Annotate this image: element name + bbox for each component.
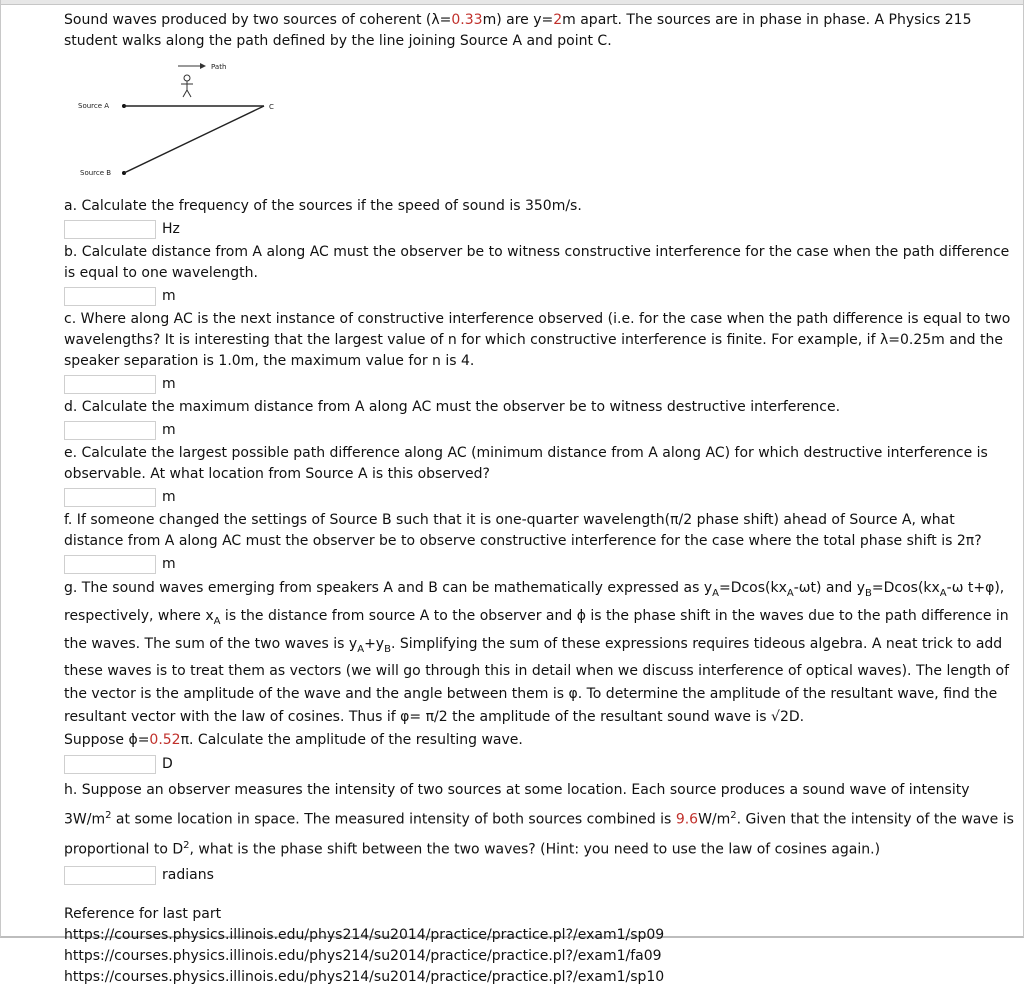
question-f: f. If someone changed the settings of Source B such that it is one-quarter wavelength(π/2 phase shift) ahead of Source A, what distance from A along AC must the observer be to observe constructive interference for the case where the total phase shift is 2π? [64, 512, 982, 549]
question-b: b. Calculate distance from A along AC must the observer be to witness constructive interference for the case when the path difference is equal to one wavelength. [64, 244, 1010, 281]
reference-title: Reference for last part [64, 905, 222, 922]
reference-link[interactable]: https://courses.physics.illinois.edu/phys214/su2014/practice/practice.pl?/exam1/sp09 [64, 926, 665, 943]
answer-row-b [64, 286, 1014, 307]
walker-figure-icon [181, 75, 193, 97]
unit-b: m [162, 288, 176, 304]
question-g: g. The sound waves emerging from speakers A and B can be mathematically expressed as $y_A=Dcos(kx_A-\omega t)$ and $y_B=Dcos(kx_A-\omega$ t+φ), respectively, where $x_A$ is the distance from source A to the observer and ϕ is the phase shift in the waves due to the path difference in the waves. The sum of the two waves is $y_A+y_B$. Simplifying the sum of these expressions requires tideous algebra. A neat trick to add these waves is to treat them as vectors (we will go through this in detail when we discuss interference of optical waves). The length of the vector is the amplitude of the wave and the angle between them is φ. To determine the amplitude of the resultant wave, find the resultant vector with the law of cosines. Thus if φ= π/2 the amplitude of the resultant sound wave is √2D. Suppose ϕ=0.52π. Calculate the amplitude of the resulting wave. [64, 580, 1010, 749]
answer-row-a [64, 219, 1014, 240]
reference-link[interactable]: https://courses.physics.illinois.edu/phys214/su2014/practice/practice.pl?/exam1/fa09 [64, 947, 662, 964]
line-b-to-c [124, 106, 264, 173]
path-arrow-head-icon [200, 63, 206, 69]
answer-row-f [64, 554, 1014, 575]
source-b-label: Source B [80, 169, 112, 177]
unit-e: m [162, 489, 176, 505]
question-a: a. Calculate the frequency of the sources if the speed of sound is 350m/s. [64, 198, 582, 214]
phi-value: 0.52 [149, 732, 181, 749]
intro-paragraph: Sound waves produced by two sources of coherent (λ=0.33m) are y=2m apart. The sources are in phase in phase. A Physics 215 student walks along the path defined by the line joining Source A and point C. [64, 12, 972, 49]
unit-f: m [162, 556, 176, 572]
answer-row-c [64, 374, 1014, 395]
sources-diagram [64, 60, 304, 186]
path-label: Path [211, 63, 227, 71]
answer-row-h [64, 865, 1014, 886]
question-h: h. Suppose an observer measures the intensity of two sources at some location. Each source produces a sound wave of intensity $3W/m^2$ at some location in space. The measured intensity of both sources combined is $9.6W/m^2$. Given that the intensity of the wave is proportional to $D^2$, what is the phase shift between the two waves? (Hint: you need to use the law of cosines again.) [64, 782, 1014, 858]
diagram-svg [64, 60, 304, 186]
answer-input-g[interactable] [64, 755, 156, 774]
answer-input-a[interactable] [64, 220, 156, 239]
unit-d: m [162, 422, 176, 438]
lambda-value: 0.33 [451, 12, 483, 28]
answer-input-c[interactable] [64, 375, 156, 394]
unit-c: m [162, 376, 176, 392]
answer-input-e[interactable] [64, 488, 156, 507]
reference-link[interactable]: https://courses.physics.illinois.edu/phys214/su2014/practice/practice.pl?/exam1/sp10 [64, 968, 665, 985]
question-d: d. Calculate the maximum distance from A along AC must the observer be to witness destructive interference. [64, 399, 841, 415]
point-c-label: C [269, 103, 274, 111]
unit-g: D [162, 756, 173, 773]
answer-input-d[interactable] [64, 421, 156, 440]
unit-a: Hz [162, 221, 180, 237]
answer-row-g [64, 754, 1014, 775]
separation-value: 2 [553, 12, 563, 28]
reference-section [64, 904, 1014, 988]
answer-input-f[interactable] [64, 555, 156, 574]
answer-input-h[interactable] [64, 866, 156, 885]
source-a-label: Source A [78, 102, 110, 110]
answer-input-b[interactable] [64, 287, 156, 306]
unit-h: radians [162, 866, 214, 883]
problem-content [64, 10, 1014, 988]
question-e: e. Calculate the largest possible path difference along AC (minimum distance from A along AC) for which destructive interference is observable. At what location from Source A is this observed? [64, 445, 988, 482]
answer-row-e [64, 487, 1014, 508]
question-c: c. Where along AC is the next instance of constructive interference observed (i.e. for the case when the path difference is equal to two wavelengths? It is interesting that the largest value of n for which constructive interference is finite. For example, if λ=0.25m and the speaker separation is 1.0m, the maximum value for n is 4. [64, 311, 1011, 369]
intensity-value: 9.6 [675, 812, 699, 829]
answer-row-d [64, 420, 1014, 441]
